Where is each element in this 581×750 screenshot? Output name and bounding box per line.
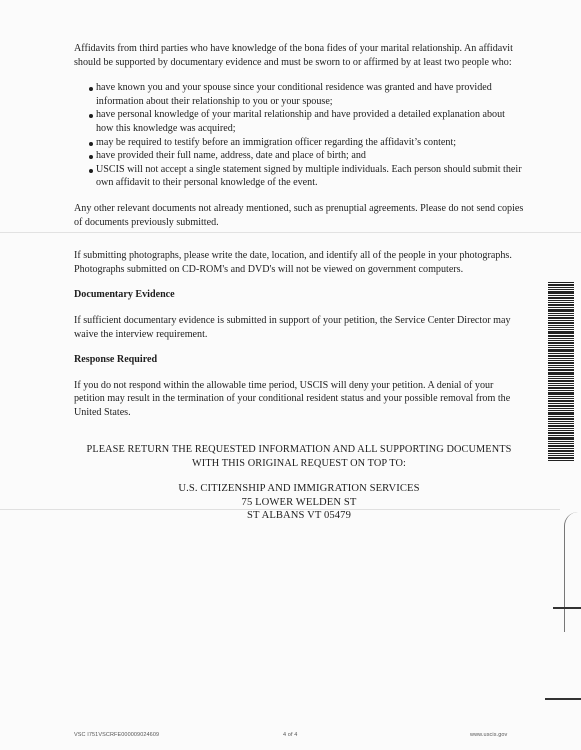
- barcode-stripe: [548, 335, 574, 337]
- barcode-stripe: [548, 403, 574, 404]
- footer-page-number: 4 of 4: [283, 732, 298, 738]
- page-edge-curve: [564, 512, 581, 632]
- return-instructions: [74, 443, 524, 470]
- barcode-stripe: [548, 410, 574, 411]
- barcode-stripe: [548, 284, 574, 286]
- letter-body: [74, 42, 524, 419]
- list-item: have known you and your spouse since your conditional residence was granted and have provided information about their relationship to you or your spouse;: [90, 81, 524, 108]
- barcode-stripe: [548, 349, 574, 352]
- affidavit-intro: Affidavits from third parties who have knowledge of the bona fides of your marital relationship. An affidavit should be supported by documentary evidence and must be sworn to or affirmed by at least two people who:: [74, 43, 513, 68]
- barcode-stripe: [548, 309, 574, 312]
- barcode-stripe: [548, 355, 574, 357]
- barcode-stripe: [548, 443, 574, 444]
- barcode-stripe: [548, 385, 574, 386]
- barcode-stripe: [548, 416, 574, 417]
- address-line: U.S. CITIZENSHIP AND IMMIGRATION SERVICES: [178, 483, 420, 494]
- barcode-stripe: [548, 460, 574, 461]
- barcode-stripe: [548, 289, 574, 290]
- barcode-stripe: [548, 378, 574, 379]
- barcode-stripe: [548, 457, 574, 459]
- address-line: 75 LOWER WELDEN ST: [241, 496, 357, 508]
- barcode-stripe: [548, 365, 574, 366]
- return-instructions-line: PLEASE RETURN THE REQUESTED INFORMATION AND ALL SUPPORTING DOCUMENTS: [86, 444, 512, 455]
- barcode-stripe: [548, 360, 574, 361]
- barcode-stripe: [548, 421, 574, 422]
- barcode-stripe: [548, 412, 574, 415]
- barcode-stripe: [548, 325, 574, 326]
- edge-tick-mark: [553, 607, 581, 609]
- barcode-stripe: [548, 383, 574, 384]
- barcode-stripe: [548, 435, 574, 436]
- list-item: have personal knowledge of your marital relationship and have provided a detailed explanation about how this knowledge was acquired;: [90, 108, 524, 135]
- barcode-stripe: [548, 300, 574, 301]
- response-required-heading: Response Required: [74, 354, 158, 366]
- barcode-stripe: [548, 437, 574, 440]
- barcode-stripe: [548, 297, 574, 299]
- barcode-stripe: [548, 313, 574, 314]
- barcode-stripe: [548, 418, 574, 420]
- barcode-stripe: [548, 345, 574, 346]
- barcode-stripe: [548, 307, 574, 308]
- barcode-stripe: [548, 428, 574, 429]
- barcode-stripe: [548, 455, 574, 456]
- barcode-stripe: [548, 347, 574, 348]
- barcode-stripe: [548, 423, 574, 424]
- barcode-stripe: [548, 408, 574, 409]
- barcode-stripe: [548, 338, 574, 339]
- barcode-stripe: [548, 372, 574, 375]
- barcode-stripe: [548, 390, 574, 391]
- barcode-stripe: [548, 320, 574, 321]
- address-line: ST ALBANS VT 05479: [247, 510, 351, 521]
- mailing-address: [74, 482, 524, 523]
- barcode-stripe: [548, 398, 574, 399]
- list-item: may be required to testify before an immigration officer regarding the affidavit’s content;: [90, 136, 524, 150]
- barcode-stripe: [548, 432, 574, 434]
- barcode-stripe: [548, 322, 574, 324]
- barcode-stripe: [548, 342, 574, 344]
- footer-website: www.uscis.gov: [470, 732, 508, 738]
- barcode-stripe: [548, 287, 574, 288]
- barcode-stripe: [548, 376, 574, 377]
- barcode-stripe: [548, 450, 574, 452]
- barcode-stripe: [548, 445, 574, 447]
- documentary-evidence-heading: Documentary Evidence: [74, 289, 175, 301]
- barcode-stripe: [548, 448, 574, 449]
- barcode-stripe: [548, 425, 574, 427]
- photographs-paragraph: If submitting photographs, please write the date, location, and identify all of the people in your photographs. Photographs submitted on CD-ROM's and DVD's will not be viewed on government computers.: [74, 250, 512, 275]
- barcode-stripe: [548, 331, 574, 334]
- barcode-stripe: [548, 367, 574, 368]
- barcode-stripe: [548, 400, 574, 402]
- barcode-stripe: [548, 315, 574, 316]
- barcode-stripe: [548, 353, 574, 354]
- list-item: USCIS will not accept a single statement signed by multiple individuals. Each person should submit their own affidavit to their personal knowledge of the event.: [90, 163, 524, 190]
- barcode-stripe: [548, 392, 574, 395]
- barcode-stripe: [548, 327, 574, 328]
- barcode: [548, 282, 574, 464]
- barcode-stripe: [548, 369, 574, 371]
- barcode-stripe: [548, 302, 574, 303]
- affidavit-requirements-list: [74, 81, 524, 190]
- barcode-stripe: [548, 430, 574, 431]
- barcode-stripe: [548, 362, 574, 364]
- return-instructions-line: WITH THIS ORIGINAL REQUEST ON TOP TO:: [191, 457, 407, 469]
- documentary-evidence-paragraph: If sufficient documentary evidence is submitted in support of your petition, the Service Center Director may waive the interview requirement.: [74, 314, 511, 340]
- barcode-stripe: [548, 317, 574, 319]
- other-documents-paragraph: Any other relevant documents not already mentioned, such as prenuptial agreements. Please do not send copies of documents previously submitted.: [74, 202, 524, 228]
- barcode-stripe: [548, 282, 574, 283]
- barcode-stripe: [548, 405, 574, 407]
- barcode-stripe: [548, 304, 574, 306]
- response-required-paragraph: If you do not respond within the allowable time period, USCIS will deny your petition. A denial of your petition may result in the termination of your conditional resident status and your possible removal from the United States.: [74, 379, 511, 418]
- barcode-stripe: [548, 387, 574, 389]
- list-item: have provided their full name, address, date and place of birth; and: [90, 149, 524, 163]
- barcode-stripe: [548, 453, 574, 454]
- barcode-stripe: [548, 380, 574, 382]
- barcode-stripe: [548, 358, 574, 359]
- barcode-stripe: [548, 329, 574, 330]
- barcode-stripe: [548, 291, 574, 294]
- barcode-stripe: [548, 396, 574, 397]
- barcode-stripe: [548, 295, 574, 296]
- edge-tick-mark: [545, 698, 581, 700]
- barcode-stripe: [548, 441, 574, 442]
- barcode-stripe: [548, 340, 574, 341]
- footer-document-code: VSC I751VSCRFE000009024609: [74, 732, 160, 738]
